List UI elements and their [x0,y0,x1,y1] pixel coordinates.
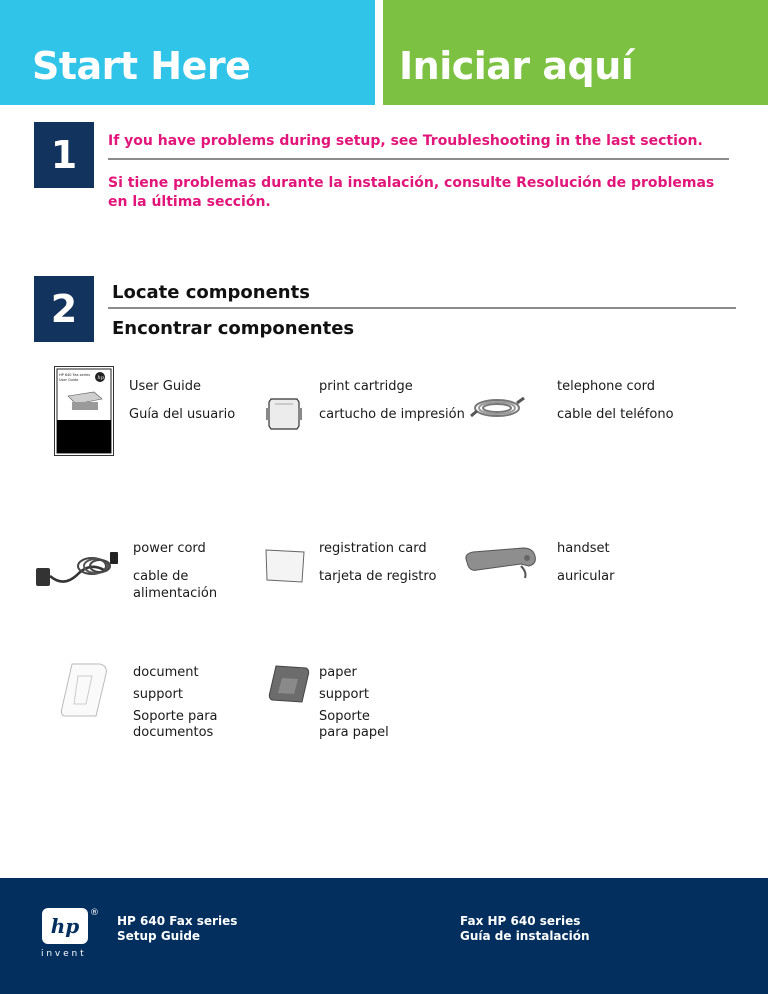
registration-card-icon [264,548,306,584]
handset-label-es: auricular [557,569,615,584]
svg-text:hp: hp [50,914,80,938]
svg-text:User Guide: User Guide [59,378,79,382]
handset-icon [461,544,541,582]
power-cord-icon [34,548,120,592]
telephone-cord-icon [467,388,527,428]
print-cartridge-label-en: print cartridge [319,379,413,394]
registration-card-label-es: tarjeta de registro [319,569,437,584]
step-number-2: 2 [34,276,94,342]
user-guide-icon [54,366,114,456]
page-title-en: Start Here [32,44,251,88]
power-cord-label-en: power cord [133,541,206,556]
step-number-1: 1 [34,122,94,188]
footer-left-line2: Setup Guide [117,929,201,943]
print-cartridge-label-es: cartucho de impresión [319,407,465,422]
step1-text-es-line1: Si tiene problemas durante la instalación, consulte Resolución de problemas [108,175,715,191]
step1-text-es-line2: en la última sección. [108,194,271,210]
hp-logo-icon [42,908,88,944]
footer-left-line1: HP 640 Fax series [117,914,238,928]
paper-support-label-es-line1: Soporte [319,709,370,724]
registered-mark: ® [90,908,99,918]
step2-heading-es: Encontrar componentes [112,318,355,339]
page-title-es: Iniciar aquí [399,44,634,88]
step2-divider [108,307,736,309]
svg-text:HP 640 Fax series: HP 640 Fax series [59,373,91,377]
document-support-label-es-line2: documentos [133,725,214,740]
registration-card-label-en: registration card [319,541,427,556]
footer-bar [0,878,768,994]
paper-support-label-en-line1: paper [319,665,357,680]
paper-support-label-en-line2: support [319,687,369,702]
step1-text-en: If you have problems during setup, see Troubleshooting in the last section. [108,133,703,149]
hp-logo-tagline: i n v e n t [41,949,84,959]
header-banner-en [0,0,375,105]
power-cord-label-es-line2: alimentación [133,586,218,601]
document-support-label-es-line1: Soporte para [133,709,218,724]
print-cartridge-icon [265,396,303,432]
telephone-cord-label-es: cable del teléfono [557,407,674,422]
footer-right-line2: Guía de instalación [460,929,590,943]
step1-divider [108,158,729,160]
document-support-icon [56,660,120,720]
paper-support-icon [266,664,312,706]
handset-label-en: handset [557,541,610,556]
document-support-label-en-line1: document [133,665,199,680]
power-cord-label-es-line1: cable de [133,569,189,584]
telephone-cord-label-en: telephone cord [557,379,655,394]
svg-text:hp: hp [97,375,104,381]
header-banner-es [383,0,768,105]
user-guide-label-en: User Guide [129,379,201,394]
footer-right-line1: Fax HP 640 series [460,914,581,928]
paper-support-label-es-line2: para papel [319,725,389,740]
user-guide-label-es: Guía del usuario [129,407,236,422]
document-support-label-en-line2: support [133,687,183,702]
step2-heading-en: Locate components [112,282,310,303]
